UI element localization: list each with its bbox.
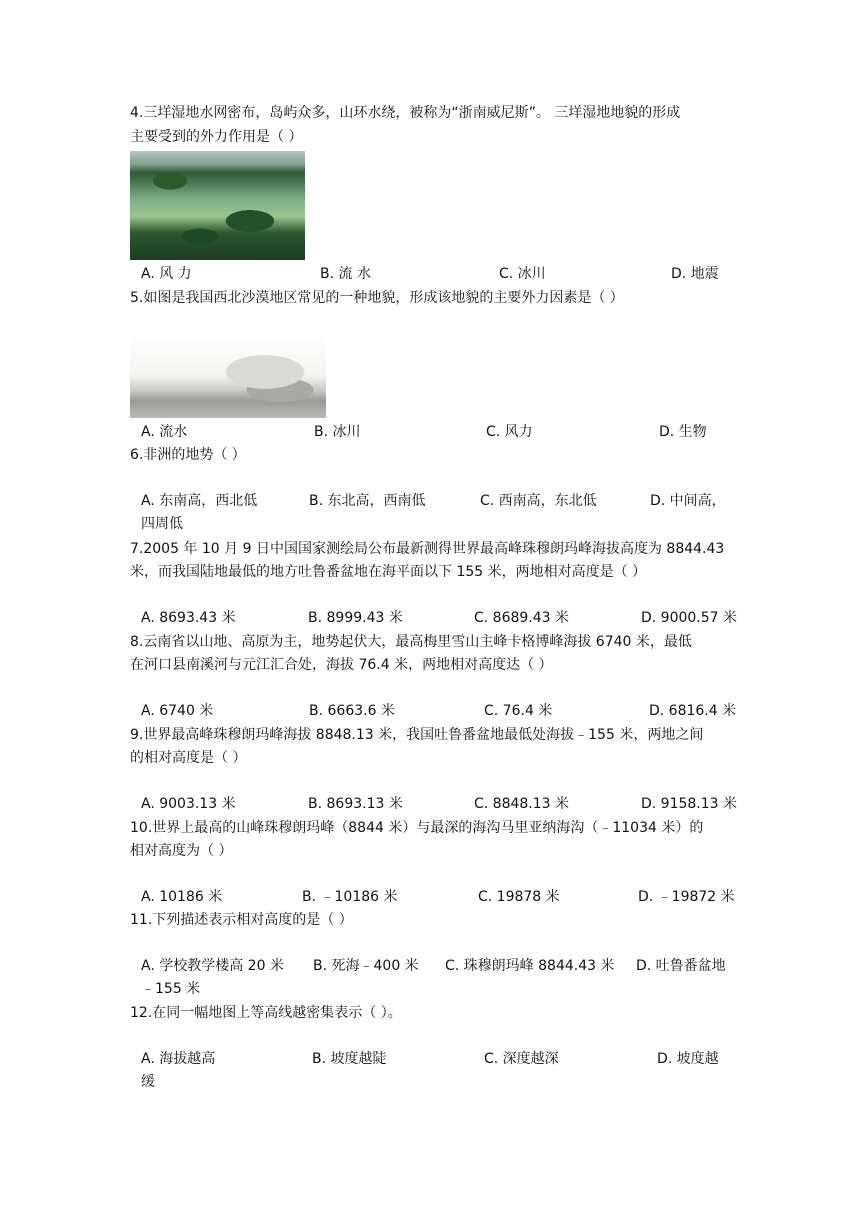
q9-option-a[interactable]: A. 9003.13 米 xyxy=(141,796,236,812)
q10-option-c[interactable]: C. 19878 米 xyxy=(478,889,560,905)
q12-option-d[interactable]: D. 坡度越 xyxy=(657,1051,719,1067)
q12-stem-line1: 12.在同一幅地图上等高线越密集表示（ ）。 xyxy=(130,1005,402,1021)
q6-option-d-wrap: 四周低 xyxy=(141,516,183,532)
q9-stem-line2: 的相对高度是（ ） xyxy=(130,750,247,766)
q11-option-d[interactable]: D. 吐鲁番盆地 xyxy=(636,958,726,974)
q11-option-c[interactable]: C. 珠穆朗玛峰 8844.43 米 xyxy=(445,958,615,974)
q7-stem-line2: 米，而我国陆地最低的地方吐鲁番盆地在海平面以下 155 米，两地相对高度是（ ） xyxy=(130,564,647,580)
q4-stem-line2: 主要受到的外力作用是（ ） xyxy=(130,129,303,145)
q8-option-a[interactable]: A. 6740 米 xyxy=(141,703,214,719)
q8-option-b[interactable]: B. 6663.6 米 xyxy=(309,703,395,719)
q6-option-d[interactable]: D. 中间高， xyxy=(650,493,726,509)
q4-stem-line1: 4.三垟湿地水网密布，岛屿众多，山环水绕，被称为“浙南威尼斯”。 三垟湿地地貌的形成 xyxy=(130,105,681,121)
q6-option-b[interactable]: B. 东北高，西南低 xyxy=(309,493,426,509)
q4-option-b[interactable]: B. 流 水 xyxy=(320,266,371,282)
q4-option-a[interactable]: A. 风 力 xyxy=(141,266,192,282)
q10-stem-line2: 相对高度为（ ） xyxy=(130,843,233,859)
q11-option-d-wrap: ﹣155 米 xyxy=(141,981,201,997)
q11-stem-line1: 11.下列描述表示相对高度的是（ ） xyxy=(130,912,353,928)
q5-option-b[interactable]: B. 冰川 xyxy=(314,424,361,440)
q7-option-c[interactable]: C. 8689.43 米 xyxy=(474,610,570,626)
q11-option-b[interactable]: B. 死海﹣400 米 xyxy=(313,958,419,974)
q12-option-d-wrap: 缓 xyxy=(141,1074,155,1090)
q9-stem-line1: 9.世界最高峰珠穆朗玛峰海拔 8848.13 米，我国吐鲁番盆地最低处海拔﹣155 米，两地之间 xyxy=(130,727,704,743)
q6-option-a[interactable]: A. 东南高，西北低 xyxy=(141,493,258,509)
q7-option-d[interactable]: D. 9000.57 米 xyxy=(641,610,738,626)
desert-landform-photo xyxy=(130,332,326,418)
q5-option-c[interactable]: C. 风力 xyxy=(486,424,533,440)
q8-stem-line1: 8.云南省以山地、高原为主，地势起伏大，最高梅里雪山主峰卡格博峰海拔 6740 米，最低 xyxy=(130,634,692,650)
q12-option-b[interactable]: B. 坡度越陡 xyxy=(312,1051,387,1067)
q9-option-d[interactable]: D. 9158.13 米 xyxy=(641,796,738,812)
q10-stem-line1: 10.世界上最高的山峰珠穆朗玛峰（8844 米）与最深的海沟马里亚纳海沟（﹣11034 米）的 xyxy=(130,820,704,836)
q11-option-a[interactable]: A. 学校教学楼高 20 米 xyxy=(141,958,284,974)
q9-option-c[interactable]: C. 8848.13 米 xyxy=(474,796,570,812)
q5-option-a[interactable]: A. 流水 xyxy=(141,424,188,440)
q9-option-b[interactable]: B. 8693.13 米 xyxy=(308,796,403,812)
q5-stem-line1: 5.如图是我国西北沙漠地区常见的一种地貌，形成该地貌的主要外力因素是（ ） xyxy=(130,290,624,306)
q5-option-d[interactable]: D. 生物 xyxy=(659,424,707,440)
q7-option-a[interactable]: A. 8693.43 米 xyxy=(141,610,236,626)
q4-option-c[interactable]: C. 冰川 xyxy=(499,266,546,282)
q10-option-a[interactable]: A. 10186 米 xyxy=(141,889,223,905)
q7-stem-line1: 7.2005 年 10 月 9 日中国国家测绘局公布最新测得世界最高峰珠穆朗玛峰海拔高度为 8844.43 xyxy=(130,541,725,557)
wetland-aerial-photo xyxy=(130,151,305,260)
q12-option-c[interactable]: C. 深度越深 xyxy=(484,1051,559,1067)
q8-option-d[interactable]: D. 6816.4 米 xyxy=(649,703,737,719)
q10-option-b[interactable]: B. ﹣10186 米 xyxy=(302,889,398,905)
q10-option-d[interactable]: D. ﹣19872 米 xyxy=(638,889,735,905)
q12-option-a[interactable]: A. 海拔越高 xyxy=(141,1051,216,1067)
q8-option-c[interactable]: C. 76.4 米 xyxy=(484,703,553,719)
q6-option-c[interactable]: C. 西南高，东北低 xyxy=(480,493,597,509)
q7-option-b[interactable]: B. 8999.43 米 xyxy=(308,610,403,626)
q6-stem-line1: 6.非洲的地势（ ） xyxy=(130,447,246,463)
q8-stem-line2: 在河口县南溪河与元江汇合处，海拔 76.4 米，两地相对高度达（ ） xyxy=(130,657,553,673)
q4-option-d[interactable]: D. 地震 xyxy=(671,266,719,282)
